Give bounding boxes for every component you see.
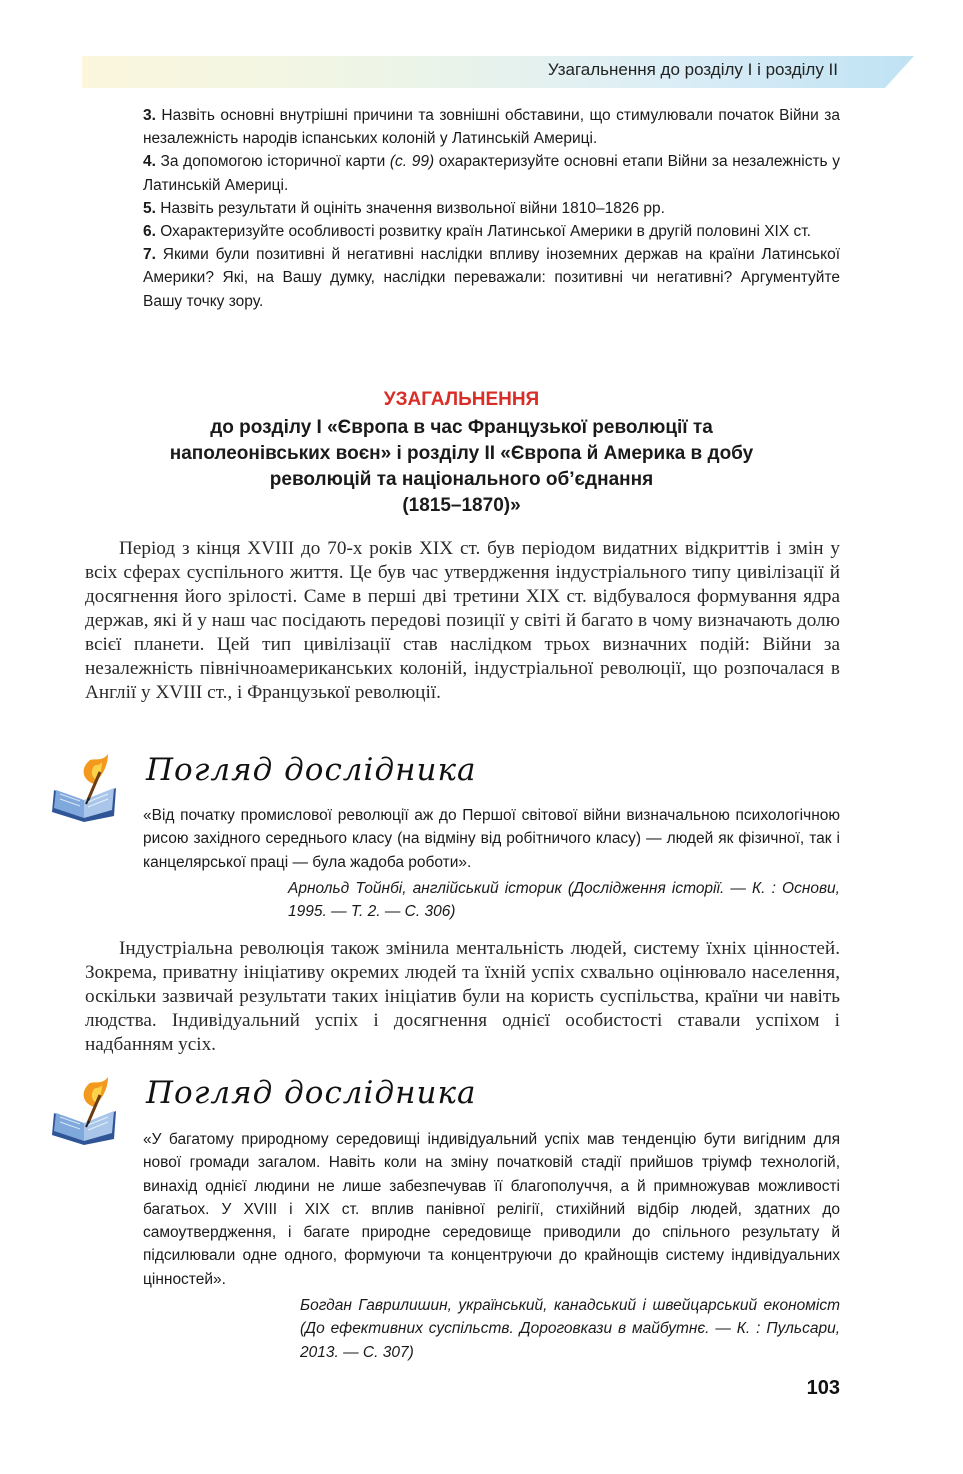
- researcher-attribution: Богдан Гаврилишин, український, канадський і швейцарський економіст (До ефективних суспільств. Дороговкази в майбутнє. — К. : Пульсари, 2013. — С. 307): [300, 1297, 840, 1361]
- question-text: За допомогою історичної карти: [155, 153, 390, 171]
- body-paragraph: Індустріальна революція також змінила ментальність людей, систему їхніх цінностей. Зокрема, приватну ініціативу окремих людей та їхній успіх схвально оцінювало населення, оскільки зазвичай результати таких ініціатив були на користь суспільства, країни чи навіть людства. Індивідуальний успіх і досягнення однієї особистості ставали успіхом і надбанням усіх.: [85, 938, 840, 1055]
- question-text: Назвіть основні внутрішні причини та зовнішні обставини, що стимулювали початок Війни за незалежність народів іспанських колоній у Латинській Америці.: [143, 107, 840, 148]
- section-subtitle-line: революцій та національного об’єднання: [269, 469, 654, 490]
- question-text: Якими були позитивні й негативні наслідки впливу іноземних держав на країни Латинської Америки? Які, на Вашу думку, наслідки переважали: позитивні чи негативні? Аргументуйте Вашу точку зору.: [143, 246, 840, 310]
- question-item: [143, 197, 840, 220]
- researcher-quote: «Від початку промислової революції аж до Першої світової війни визначальною психологічною рисою західного середнього класу (на відміну від робітничого класу) — людей як фізичної, так і канцелярської праці — була жадоба роботи».: [143, 807, 840, 871]
- question-item: [143, 150, 840, 196]
- book-quill-icon: [50, 750, 122, 822]
- researcher-heading: Погляд дослідника: [146, 752, 477, 788]
- question-text: Назвіть результати й оцініть значення визвольної війни 1810–1826 рр.: [155, 199, 665, 217]
- question-item: [143, 104, 840, 150]
- section-title: УЗАГАЛЬНЕННЯ: [383, 389, 540, 410]
- section-subtitle: [80, 415, 843, 519]
- researcher-attribution: Арнольд Тойнбі, англійський історик (Дослідження історії. — К. : Основи, 1995. — Т. 2. — С. 306): [288, 880, 840, 921]
- question-number: 5.: [143, 199, 156, 217]
- page-number: 103: [806, 1377, 840, 1399]
- question-text: Охарактеризуйте особливості розвитку країн Латинської Америки в другій половині XIX ст.: [155, 223, 811, 241]
- question-item: [143, 220, 840, 243]
- question-number: 6.: [143, 223, 156, 241]
- section-subtitle-line: (1815–1870)»: [402, 495, 521, 516]
- questions-list: [143, 104, 840, 313]
- researcher-heading: Погляд дослідника: [146, 1075, 477, 1111]
- book-quill-icon: [50, 1073, 122, 1145]
- question-item: [143, 243, 840, 313]
- question-number: 3.: [143, 107, 156, 124]
- question-number: 7.: [143, 246, 156, 264]
- question-number: 4.: [143, 153, 156, 171]
- running-header: Узагальнення до розділу І і розділу ІІ: [547, 60, 838, 79]
- section-subtitle-line: до розділу І «Європа в час Французької революції та: [210, 417, 713, 438]
- section-subtitle-line: наполеонівських воєн» і розділу ІІ «Європа й Америка в добу: [169, 443, 754, 464]
- researcher-quote: «У багатому природному середовищі індивідуальний успіх мав тенденцію бути вигідним для нової громади загалом. Навіть коли на зміну початковій стадії прийшов тріумф технологій, винахід однієї людини не лише забезпечував її благополуччя, а й примножував можливості багатьох. У XVIII і XIX ст. вплив панівної релігії, стихійний відбір людей, здатних до самоутвердження, і багате природне середовище приводили до спільного результату й підсилювали одне одного, формуючи та концентруючи до крайнощів систему індивідуальних цінностей».: [143, 1131, 840, 1288]
- question-text: охарактеризуйте основні етапи Війни за незалежність у Латинській Америці.: [143, 153, 840, 194]
- body-paragraph: Період з кінця XVIII до 70-х років XIX ст. був періодом видатних відкриттів і змін у всіх сферах суспільного життя. Це був час утвердження індустріального типу цивілізації й досягнення його зрілості. Саме в перші дві третини XIX ст. відбувалося формування ядра держав, які й у наш час посідають передові позиції у світі й багато в чому визначають долю всієї планети. Цей тип цивілізації став наслідком трьох визначних подій: Війни за незалежність північноамериканських колоній, індустріальної революції, що розпочалася в Англії у XVIII ст., і Французької революції.: [85, 538, 840, 703]
- map-reference: (с. 99): [389, 153, 435, 171]
